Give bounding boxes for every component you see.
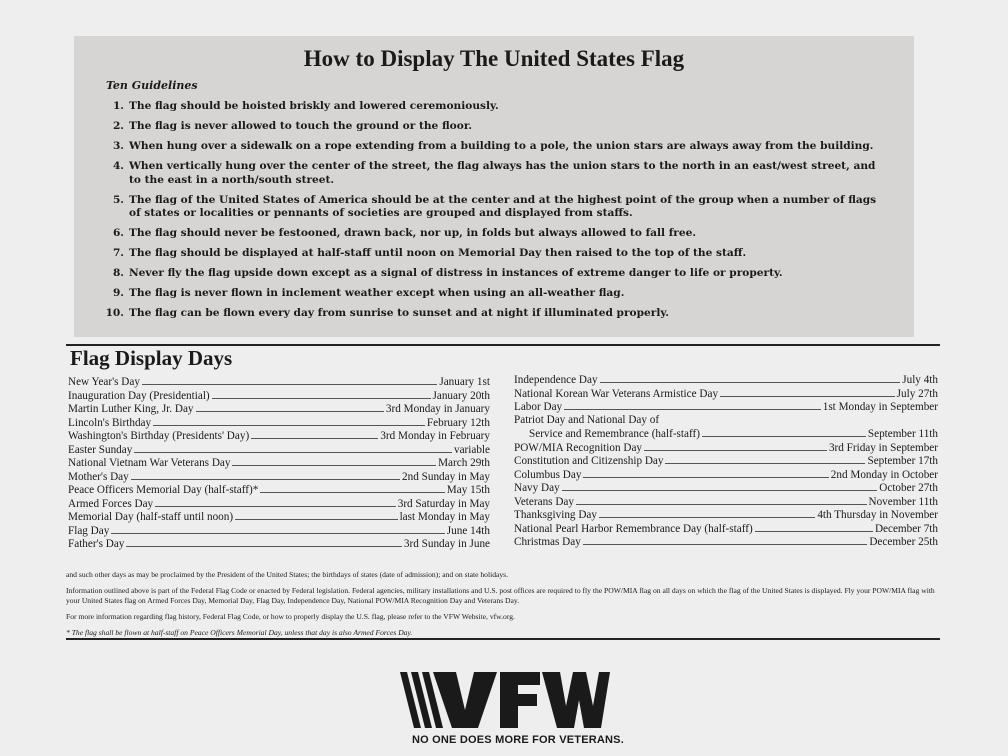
display-day-name: Peace Officers Memorial Day (half-staff)* — [68, 484, 259, 496]
display-day-row — [68, 510, 490, 524]
leader-line — [142, 375, 437, 385]
display-day-row — [68, 375, 490, 389]
display-days-left-column — [68, 375, 490, 551]
guideline-item — [100, 160, 890, 187]
display-day-name: Mother's Day — [68, 470, 129, 483]
display-day-name: Columbus Day — [514, 468, 582, 481]
display-day-date: 3rd Saturday in May — [397, 497, 490, 510]
leader-line — [126, 537, 402, 547]
display-day-date: last Monday in May — [399, 511, 490, 523]
display-day-date: September 11th — [867, 428, 938, 440]
display-day-date: July 4th — [902, 374, 938, 386]
guidelines-panel — [74, 36, 914, 337]
display-day-name: Easter Sunday — [68, 443, 133, 456]
leader-line — [212, 389, 431, 399]
guideline-number: 4. — [112, 160, 124, 172]
display-day-date: September 17th — [867, 455, 938, 467]
display-day-name: Independence Day — [514, 374, 598, 386]
display-day-date: 3rd Friday in September — [828, 441, 938, 454]
notes-section — [66, 570, 936, 644]
leader-line — [583, 468, 828, 478]
leader-line — [599, 508, 815, 518]
guideline-number: 7. — [112, 247, 124, 259]
display-day-date: December 25th — [869, 536, 938, 548]
guideline-item — [100, 100, 890, 114]
display-day-row — [514, 508, 938, 522]
guideline-number: 8. — [112, 267, 124, 279]
display-day-date: January 20th — [432, 389, 490, 402]
leader-line — [702, 427, 866, 437]
leader-line — [562, 481, 878, 491]
display-day-row — [68, 537, 490, 551]
display-day-date: October 27th — [879, 482, 938, 494]
guideline-text: The flag is never allowed to touch the ground or the floor. — [129, 120, 473, 132]
display-day-date: February 12th — [426, 416, 490, 429]
display-day-row — [514, 414, 938, 428]
guideline-text: The flag should be displayed at half-staff until noon on Memorial Day then raised to the top of the staff. — [129, 247, 747, 259]
guideline-item — [100, 307, 890, 321]
display-day-row — [514, 495, 938, 509]
display-day-name: Inauguration Day (Presidential) — [68, 389, 210, 402]
leader-line — [260, 483, 444, 493]
display-day-date: 4th Thursday in November — [817, 509, 938, 521]
guideline-number: 10. — [105, 307, 124, 319]
display-day-name: Navy Day — [514, 482, 560, 494]
leader-line — [755, 522, 873, 532]
display-days-title: Flag Display Days — [70, 346, 233, 370]
display-day-name: Service and Remembrance (half-staff) — [529, 428, 700, 440]
guideline-number: 6. — [112, 227, 124, 239]
display-day-name: Labor Day — [514, 401, 563, 413]
display-day-date: variable — [453, 443, 490, 456]
display-day-row — [514, 373, 938, 387]
guidelines-title: How to Display The United States Flag — [303, 46, 685, 71]
display-day-row — [68, 443, 490, 457]
guideline-text: When hung over a sidewalk on a rope extending from a building to a pole, the union stars are always away from the building. — [129, 140, 874, 152]
guideline-number: 1. — [112, 100, 124, 112]
display-day-row — [514, 522, 938, 536]
guidelines-subtitle: Ten Guidelines — [106, 79, 198, 92]
guideline-item — [100, 227, 890, 241]
display-day-date: May 15th — [446, 484, 490, 496]
display-day-name: National Korean War Veterans Armistice Day — [514, 387, 719, 400]
display-day-name: New Year's Day — [68, 376, 140, 388]
guideline-item — [100, 287, 890, 301]
leader-line — [576, 495, 867, 505]
display-day-row — [68, 402, 490, 416]
display-day-date: 2nd Sunday in May — [402, 470, 490, 483]
display-day-row — [514, 427, 938, 441]
more-info-note: For more information regarding flag history, Federal Flag Code, or how to properly display the U.S. flag, please refer to the VFW Website, vfw.org. — [66, 611, 515, 621]
display-day-row — [514, 400, 938, 414]
leader-line — [251, 429, 378, 439]
guideline-text: The flag of the United States of America should be at the center and at the highest point of the group when a number of flags of states or localities or pennants of societies are grouped and displayed from staffs. — [129, 193, 877, 219]
leader-line — [644, 441, 827, 451]
leader-line — [134, 443, 452, 453]
display-day-row — [68, 416, 490, 430]
display-day-name: Flag Day — [68, 524, 110, 537]
guideline-item — [100, 120, 890, 134]
display-day-date: December 7th — [874, 522, 938, 535]
display-day-name: Memorial Day (half-staff until noon) — [68, 511, 234, 523]
leader-line — [564, 400, 821, 410]
leader-line — [600, 373, 901, 383]
leader-line — [232, 456, 436, 466]
display-day-row — [68, 456, 490, 470]
guideline-number: 2. — [112, 120, 124, 132]
display-day-row — [514, 387, 938, 401]
display-day-name: Lincoln's Birthday — [68, 416, 152, 429]
guideline-item — [100, 140, 890, 154]
display-day-date: July 27th — [896, 387, 938, 400]
display-day-row — [514, 454, 938, 468]
display-day-name: Constitution and Citizenship Day — [514, 455, 664, 467]
display-day-row — [68, 524, 490, 538]
display-day-name: POW/MIA Recognition Day — [514, 441, 643, 454]
display-day-date: June 14th — [446, 524, 490, 537]
display-day-row — [68, 470, 490, 484]
display-day-row — [68, 389, 490, 403]
leader-line — [153, 416, 425, 426]
guideline-item — [100, 194, 890, 221]
footnote: * The flag shall be flown at half-staff on Peace Officers Memorial Day, unless that day is also Armed Forces Day. — [66, 628, 413, 638]
display-day-name: Christmas Day — [514, 536, 581, 548]
guideline-text: When vertically hung over the center of the street, the flag always has the union stars to the north in an east/west street, and to the east in a north/south street. — [129, 160, 876, 186]
leader-line — [665, 454, 865, 464]
display-day-name: Washington's Birthday (Presidents' Day) — [68, 430, 250, 442]
display-days-right-column — [514, 373, 938, 549]
display-day-name: Thanksgiving Day — [514, 509, 597, 521]
bottom-divider — [66, 638, 940, 640]
display-day-row — [514, 468, 938, 482]
display-day-date: 3rd Monday in February — [380, 430, 490, 442]
federal-note: Information outlined above is part of the Federal Flag Code or enacted by Federal legislation. Federal agencies, military installations and U.S. post offices are required to fly the POW/MIA flag on all days on which the flag of the United States is displayed. Fly your POW/MIA flag with your United States flag on Armed Forces Day, Memorial Day, Flag Day, Independence Day, National POW/MIA Recognition Day and Veterans Day. — [66, 586, 935, 605]
display-day-row — [514, 441, 938, 455]
display-day-date: January 1st — [439, 376, 490, 388]
guidelines-list — [100, 100, 890, 327]
leader-line — [155, 497, 396, 507]
guideline-number: 9. — [112, 287, 124, 299]
display-day-date: 3rd Monday in January — [385, 403, 490, 415]
display-day-date: March 29th — [438, 457, 490, 469]
vfw-logo — [400, 672, 610, 728]
guideline-number: 3. — [112, 140, 124, 152]
display-day-name: Martin Luther King, Jr. Day — [68, 403, 194, 415]
display-day-row — [514, 535, 938, 549]
guideline-item — [100, 267, 890, 281]
guideline-number: 5. — [112, 193, 124, 206]
leader-line — [111, 524, 444, 534]
guideline-text: The flag should be hoisted briskly and lowered ceremoniously. — [129, 100, 499, 112]
display-day-name: Veterans Day — [514, 495, 574, 508]
guideline-text: The flag is never flown in inclement weather except when using an all-weather flag. — [129, 287, 625, 299]
display-day-row — [68, 429, 490, 443]
guideline-text: Never fly the flag upside down except as a signal of distress in instances of extreme danger to life or property. — [129, 267, 783, 279]
display-day-date: 1st Monday in September — [822, 401, 938, 413]
leader-line — [131, 470, 400, 480]
guideline-text: The flag should never be festooned, drawn back, nor up, in folds but always allowed to fall free. — [129, 227, 697, 239]
display-day-date: 2nd Monday in October — [830, 468, 938, 481]
tagline: NO ONE DOES MORE FOR VETERANS. — [412, 734, 624, 746]
leader-line — [583, 535, 868, 545]
display-day-date: November 11th — [868, 495, 938, 508]
display-day-row — [68, 497, 490, 511]
display-day-date: 3rd Sunday in June — [403, 538, 490, 550]
display-day-name: National Pearl Harbor Remembrance Day (half-staff) — [514, 522, 753, 535]
display-day-name: Patriot Day and National Day of — [514, 413, 660, 426]
display-day-row — [68, 483, 490, 497]
display-day-name: Father's Day — [68, 538, 125, 550]
leader-line — [235, 510, 397, 520]
proclaimed-note: and such other days as may be proclaimed by the President of the United States; the birthdays of states (date of admission); and on state holidays. — [66, 570, 509, 579]
leader-line — [720, 387, 895, 397]
display-day-name: Armed Forces Day — [68, 497, 154, 510]
guideline-item — [100, 247, 890, 261]
leader-line — [196, 402, 384, 412]
display-day-name: National Vietnam War Veterans Day — [68, 457, 231, 469]
display-day-row — [514, 481, 938, 495]
guideline-text: The flag can be flown every day from sunrise to sunset and at night if illuminated properly. — [129, 307, 669, 319]
